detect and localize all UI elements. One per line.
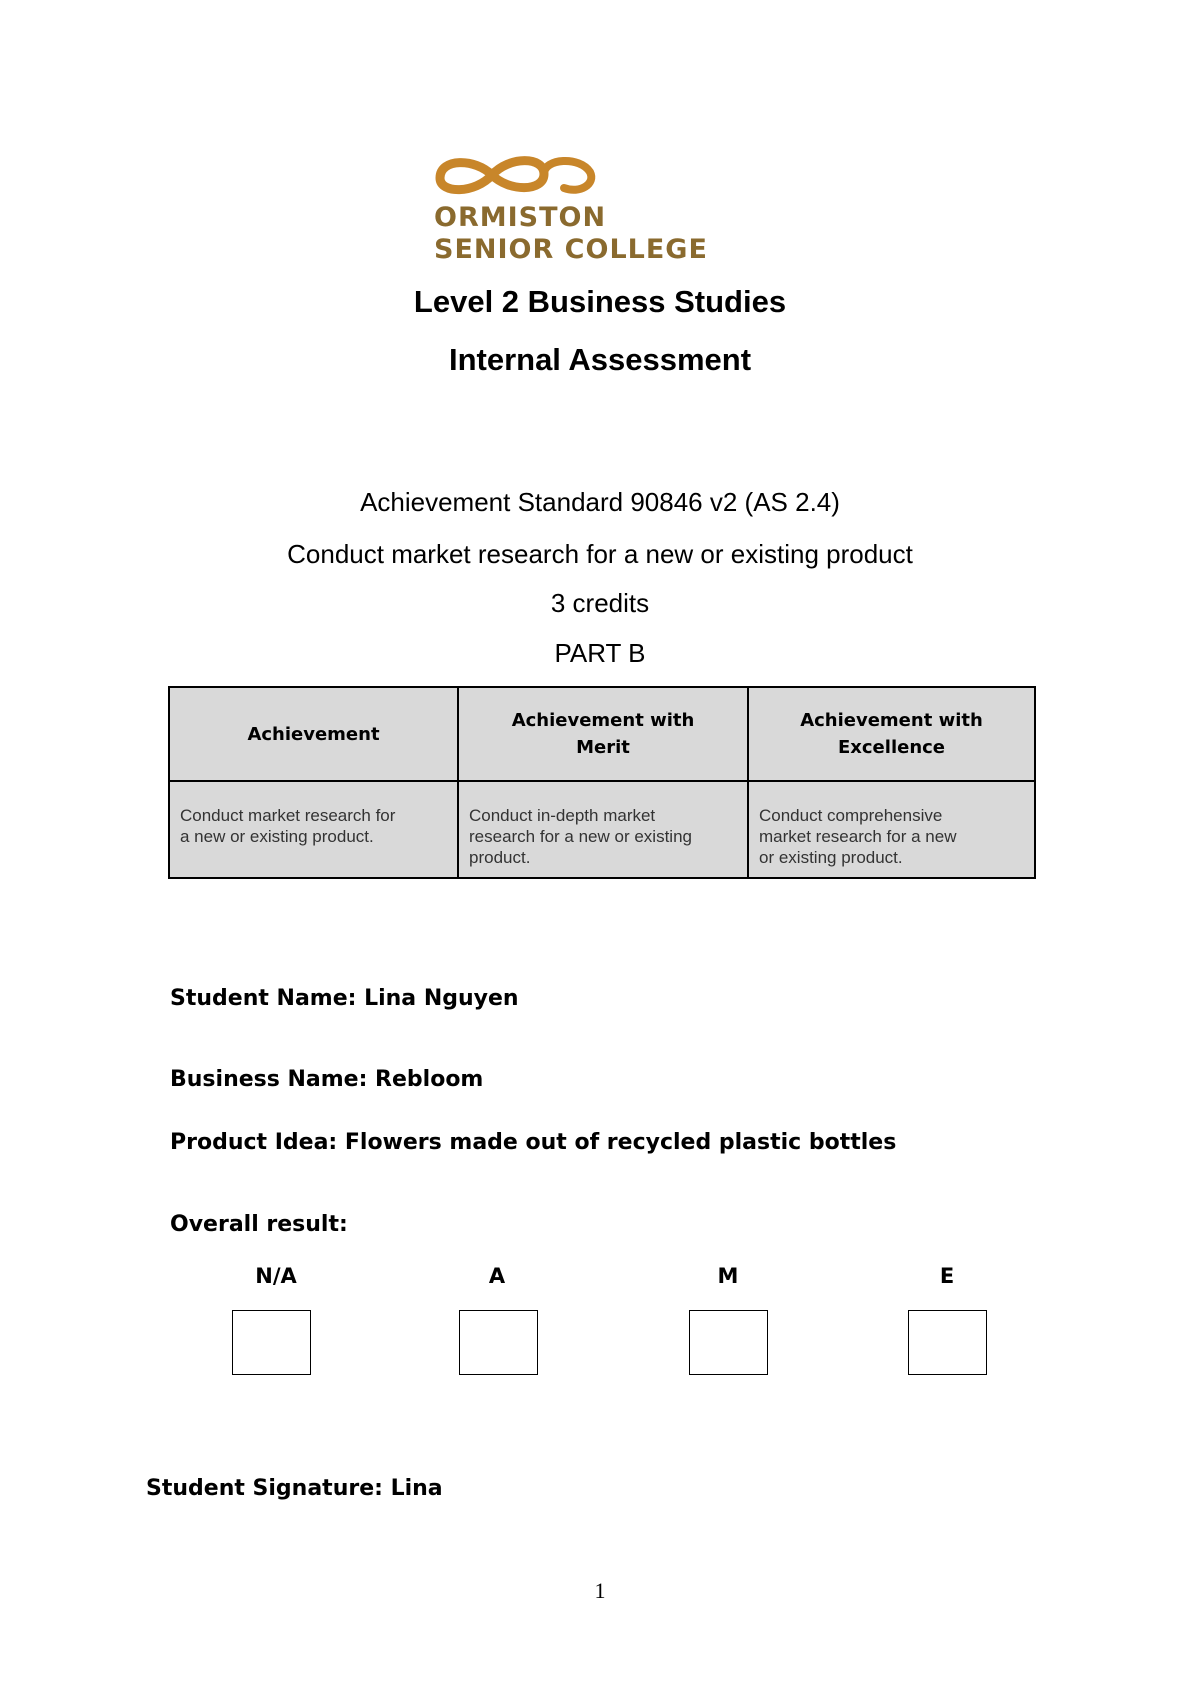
criteria-cell-line: product. <box>469 848 531 867</box>
criteria-cell-line: a new or existing product. <box>180 827 374 846</box>
product-idea-field: Product Idea: Flowers made out of recycled plastic bottles <box>170 1130 897 1155</box>
criteria-header-achievement <box>169 687 458 781</box>
title-line-2: Internal Assessment <box>448 342 752 377</box>
criteria-header-line: Excellence <box>837 737 946 758</box>
student-signature-field: Student Signature: Lina <box>146 1476 443 1501</box>
grade-label-m: M <box>717 1264 739 1288</box>
criteria-header-line: Merit <box>576 737 630 758</box>
page-number: 1 <box>594 1578 606 1603</box>
college-logo <box>420 150 750 274</box>
logo-line-1: ORMISTON <box>434 202 607 233</box>
grade-checkbox-m[interactable] <box>689 1310 768 1375</box>
grade-checkbox-e[interactable] <box>908 1310 987 1375</box>
criteria-header-merit <box>458 687 748 781</box>
business-name-field: Business Name: Rebloom <box>170 1067 484 1092</box>
criteria-header-line: Achievement <box>247 723 380 745</box>
grade-checkbox-na[interactable] <box>232 1310 311 1375</box>
logo-line-2: SENIOR COLLEGE <box>434 234 708 265</box>
criteria-cell-line: research for a new or existing <box>469 827 692 846</box>
standard-line: Achievement Standard 90846 v2 (AS 2.4) <box>360 487 840 517</box>
criteria-header-line: Achievement with <box>511 710 695 731</box>
part-line: PART B <box>554 638 646 668</box>
grade-label-a: A <box>488 1264 506 1288</box>
criteria-cell-line: Conduct comprehensive <box>759 806 943 825</box>
criteria-cell-achievement <box>169 781 458 878</box>
criteria-header-excellence <box>748 687 1035 781</box>
overall-result-label: Overall result: <box>170 1212 348 1237</box>
grade-label-na: N/A <box>255 1264 297 1288</box>
criteria-cell-line: Conduct market research for <box>180 806 396 825</box>
criteria-cell-excellence <box>748 781 1035 878</box>
credits-line: 3 credits <box>550 588 650 618</box>
criteria-cell-line: or existing product. <box>759 848 903 867</box>
criteria-header-line: Achievement with <box>800 710 983 731</box>
student-name-field: Student Name: Lina Nguyen <box>170 986 519 1011</box>
criteria-table <box>168 686 1036 879</box>
grade-label-e: E <box>939 1264 955 1288</box>
criteria-cell-line: Conduct in-depth market <box>469 806 656 825</box>
criteria-cell-merit <box>458 781 748 878</box>
title-line-1: Level 2 Business Studies <box>413 284 787 319</box>
grade-checkbox-a[interactable] <box>459 1310 538 1375</box>
description-line: Conduct market research for a new or existing product <box>287 539 913 569</box>
criteria-header-row <box>169 687 1035 781</box>
infinity-mark-icon <box>430 150 600 200</box>
criteria-body-row <box>169 781 1035 878</box>
criteria-cell-line: market research for a new <box>759 827 957 846</box>
